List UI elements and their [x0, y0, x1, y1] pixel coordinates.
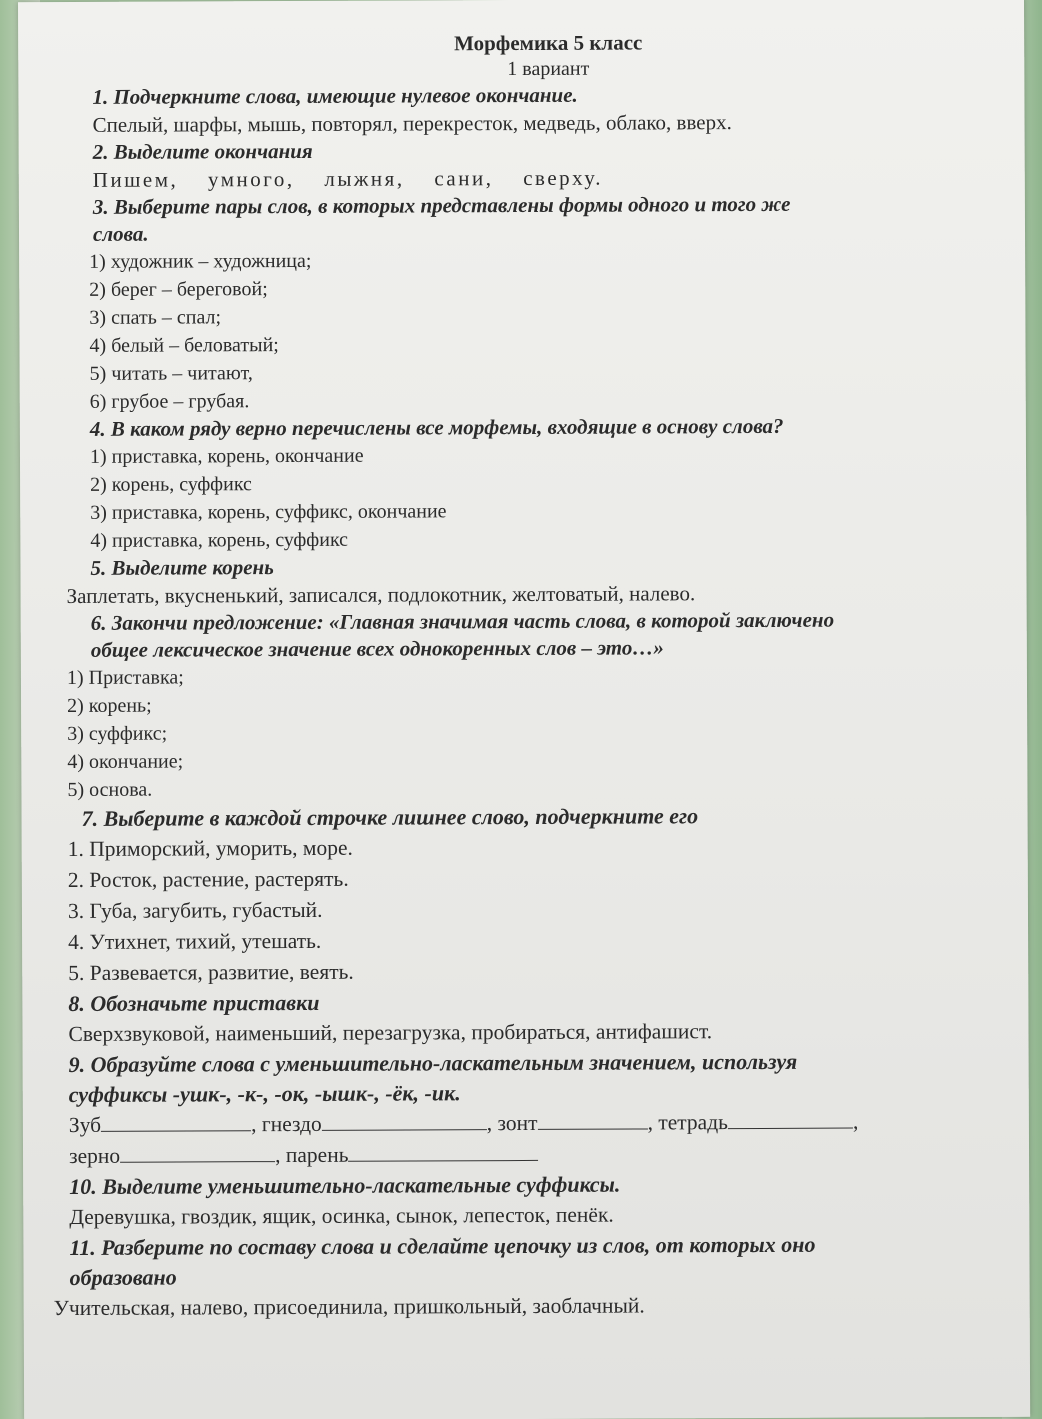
q9-word: , тетрадь [647, 1110, 728, 1135]
q9-word: Зуб [68, 1112, 102, 1137]
q7-item: 1. Приморский, уморить, море. [67, 835, 353, 861]
q9-word: , зонт [486, 1110, 538, 1136]
q6-heading-line1: 6. Закончи предложение: «Главная значимая часть слова, в которой заключено [90, 607, 835, 635]
q4-item: 2) корень, суффикс [90, 473, 252, 496]
q11-heading-line2: образовано [69, 1264, 177, 1290]
q6-item: 5) основа. [67, 778, 153, 801]
q9-fill-line2 [53, 1137, 1013, 1172]
q7-item: 2. Росток, растение, растерять. [67, 866, 349, 892]
q3-item: 2) берег – береговой; [89, 278, 268, 301]
q4-heading: 4. В каком ряду верно перечислены все морфемы, входящие в основу слова? [89, 413, 784, 441]
q3-item: 6) грубое – грубая. [89, 390, 250, 413]
answer-blank[interactable] [348, 1142, 538, 1162]
q6-item: 2) корень; [67, 694, 152, 717]
answer-blank[interactable] [322, 1111, 487, 1131]
q1-text: Спелый, шарфы, мышь, повторял, перекресток, медведь, облако, вверх. [92, 110, 732, 137]
worksheet-title: Морфемика 5 класс [453, 30, 643, 56]
q6-item: 3) суффикс; [67, 722, 168, 745]
q4-item: 3) приставка, корень, суффикс, окончание [90, 500, 447, 524]
q3-item: 3) спать – спал; [89, 306, 222, 329]
q6-item: 4) окончание; [67, 750, 184, 773]
answer-blank[interactable] [538, 1110, 648, 1129]
q8-text: Сверхзвуковой, наименьший, перезагрузка, пробираться, антифашист. [68, 1019, 713, 1046]
q4-item: 1) приставка, корень, окончание [89, 444, 364, 468]
q3-item: 4) белый – беловатый; [89, 334, 279, 357]
q8-heading: 8. Обозначьте приставки [68, 989, 320, 1016]
q7-item: 3. Губа, загубить, губастый. [67, 897, 323, 923]
worksheet-page [18, 0, 1030, 1419]
q9-heading-line2: суффиксы -ушк-, -к-, -ок, -ышк-, -ёк, -ик. [68, 1080, 461, 1107]
q3-heading-line2: слова. [92, 221, 149, 246]
q5-text: Заплетать, вкусненький, записался, подлокотник, желтоватый, налево. [66, 581, 696, 608]
q7-heading: 7. Выберите в каждой строчке лишнее слово, подчеркните его [81, 803, 699, 831]
q10-text: Деревушка, гвоздик, ящик, осинка, сынок, лепесток, пенёк. [69, 1202, 614, 1229]
q2-text: Пишем, умного, лыжня, сани, сверху. [92, 165, 604, 192]
q9-heading-line1: 9. Образуйте слова с уменьшительно-ласкательным значением, используя [68, 1048, 798, 1077]
worksheet-content [48, 28, 1014, 1324]
answer-blank[interactable] [728, 1110, 853, 1130]
q6-heading-line2: общее лексическое значение всех однокоренных слов – это…» [90, 635, 664, 662]
q2-heading: 2. Выделите окончания [92, 138, 313, 164]
q11-heading-line1: 11. Разберите по составу слова и сделайте цепочку из слов, от которых оно [69, 1231, 816, 1260]
q3-item: 5) читать – читают, [89, 362, 253, 385]
q3-heading-line1: 3. Выберите пары слов, в которых представлены формы одного и того же [92, 191, 791, 219]
answer-blank[interactable] [120, 1143, 275, 1163]
answer-blank[interactable] [101, 1112, 251, 1132]
q9-word: зерно [68, 1143, 121, 1168]
variant-label: 1 вариант [507, 57, 590, 81]
q7-item: 4. Утихнет, тихий, утешать. [68, 928, 322, 954]
q4-item: 4) приставка, корень, суффикс [90, 528, 349, 552]
q9-fill-line1 [53, 1106, 1013, 1141]
q5-heading: 5. Выделите корень [90, 555, 274, 580]
q6-item: 1) Приставка; [66, 666, 184, 689]
q1-heading: 1. Подчеркните слова, имеющие нулевое окончание. [92, 82, 578, 109]
q9-word: , парень [275, 1142, 349, 1168]
q9-word: , гнездо [251, 1111, 322, 1137]
q11-text: Учительская, налево, присоединила, пришкольный, заоблачный. [53, 1293, 645, 1321]
q9-word: , [852, 1109, 859, 1134]
q7-item: 5. Развевается, развитие, веять. [68, 959, 354, 985]
q3-item: 1) художник – художница; [89, 249, 312, 273]
q10-heading: 10. Выделите уменьшительно-ласкательные суффиксы. [69, 1171, 621, 1199]
